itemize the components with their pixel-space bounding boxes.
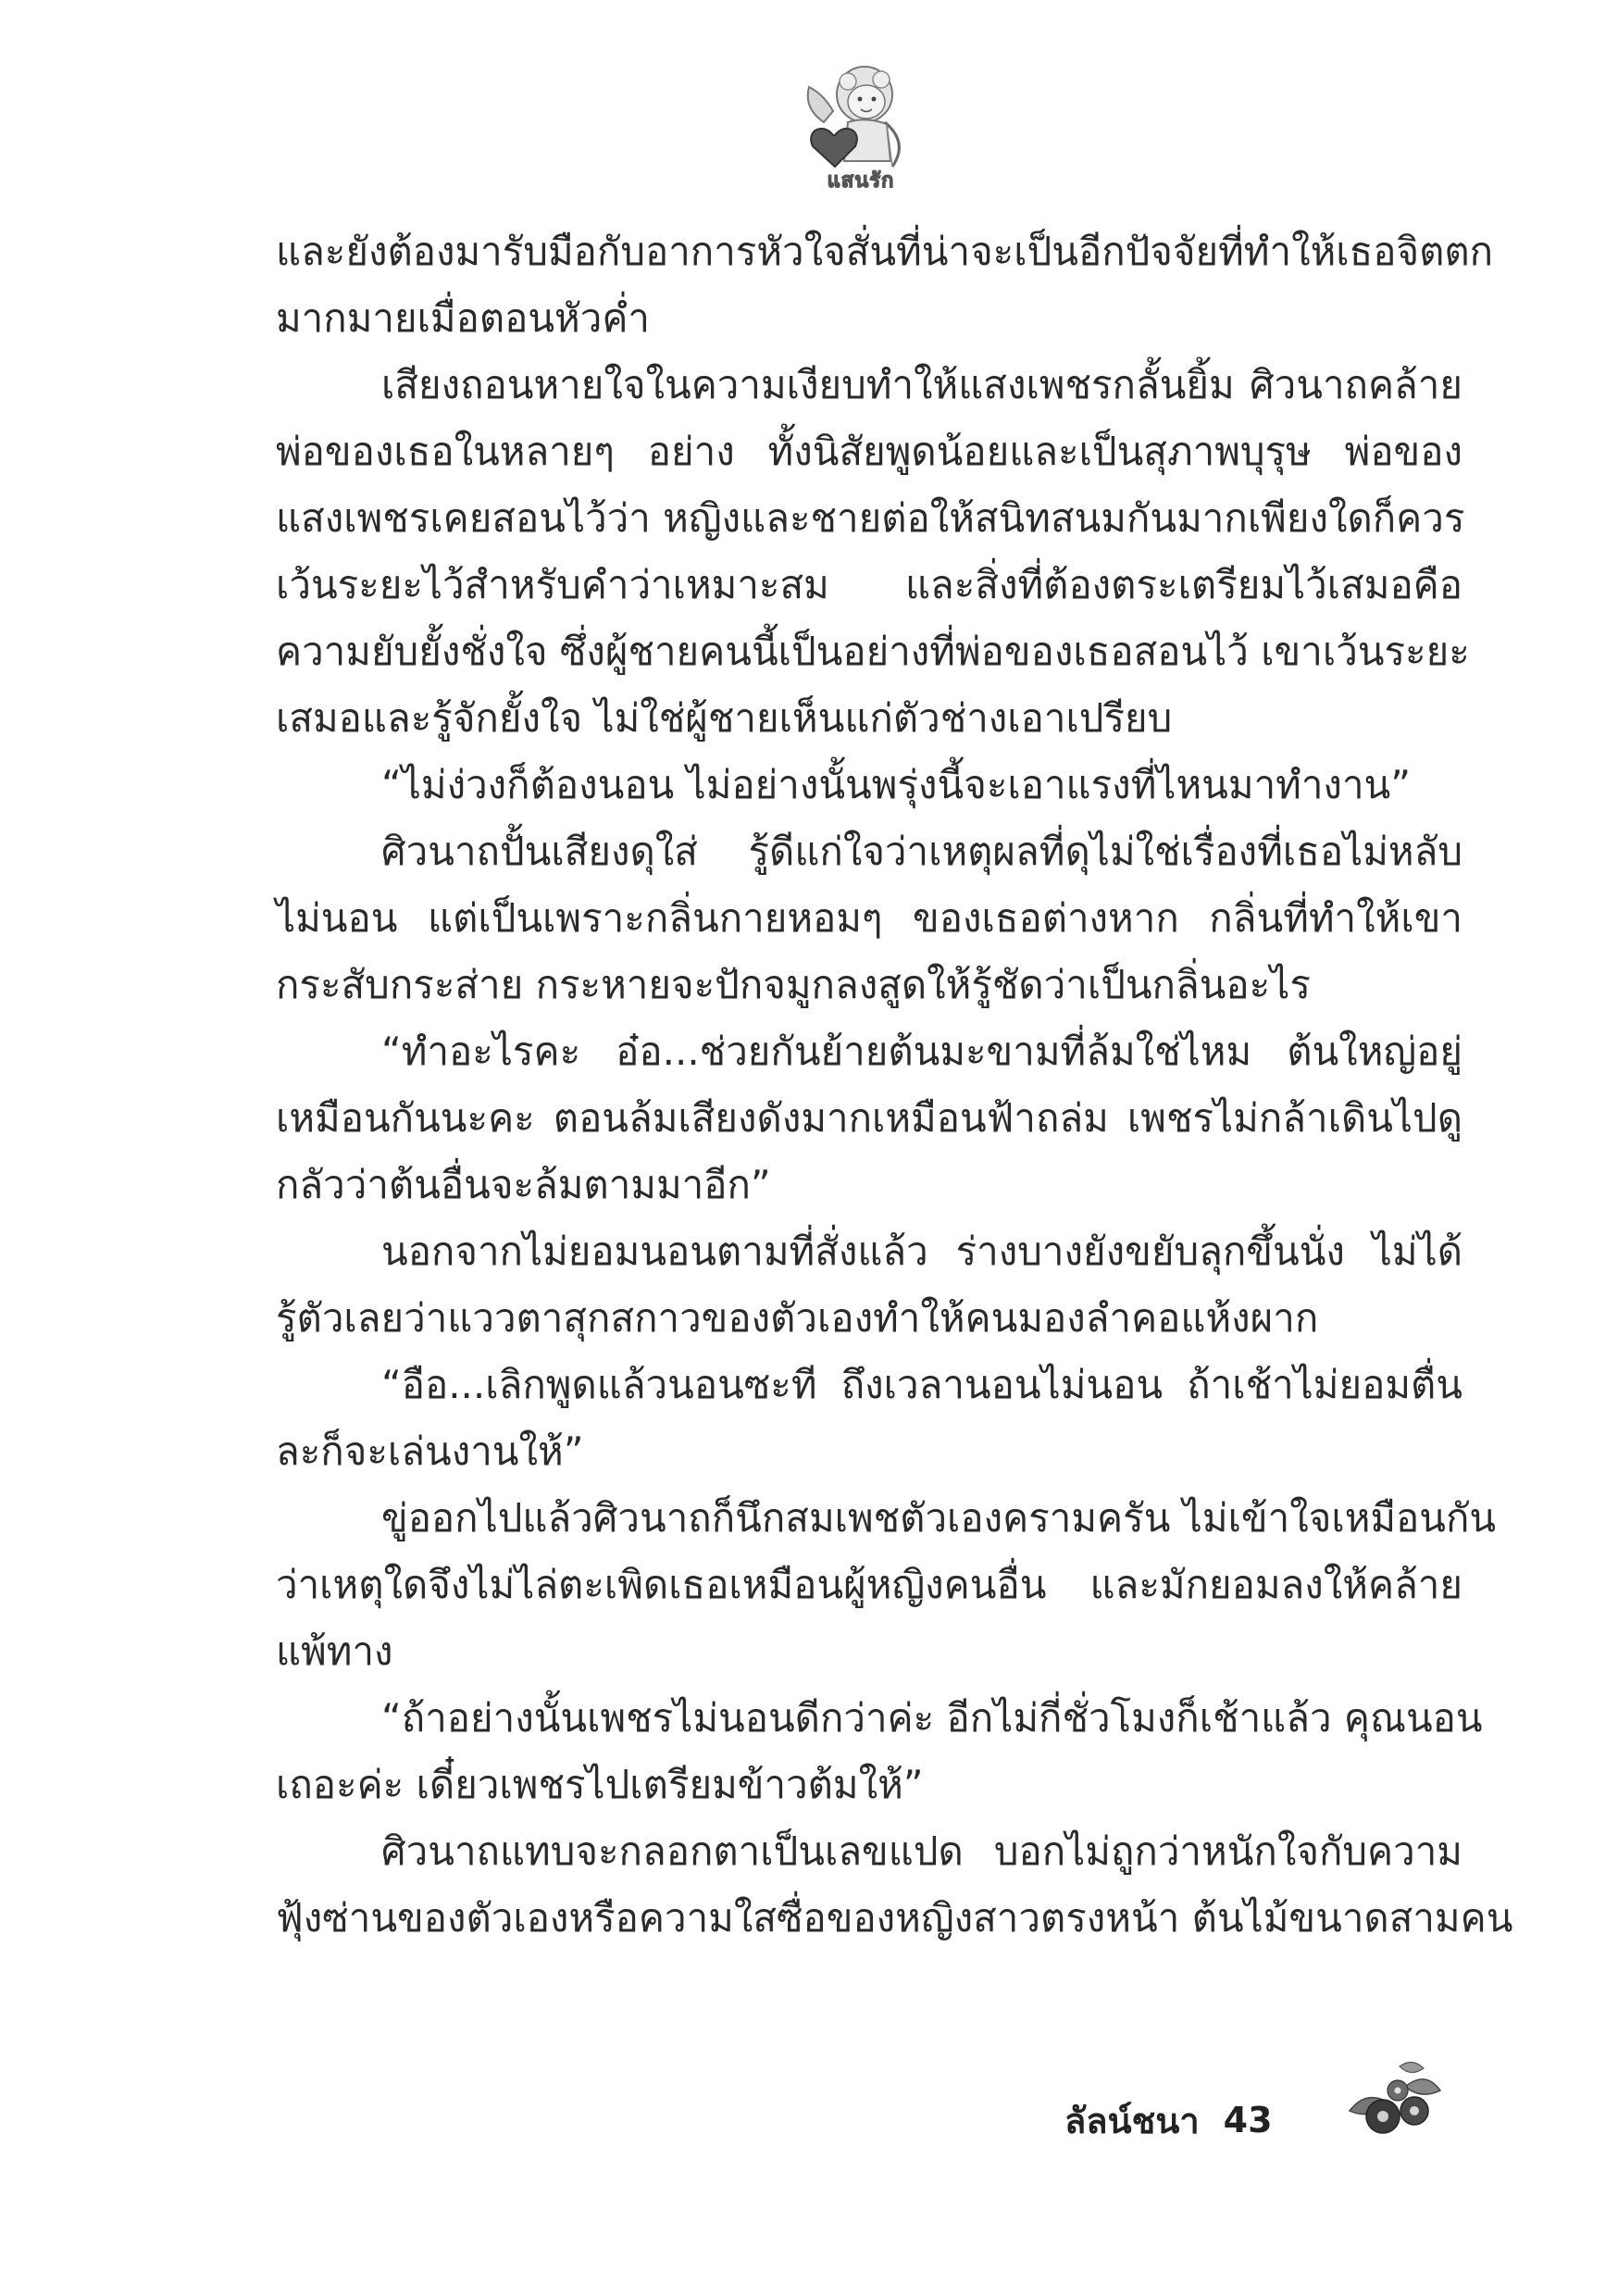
body-line: ละก็จะเล่นงานให้” (276, 1429, 584, 1474)
body-line: เสียงถอนหายใจในความเงียบทำให้แสงเพชรกลั้นยิ้ม ศิวนาถคล้าย (381, 362, 1462, 407)
body-line: เถอะค่ะ เดี๋ยวเพชรไปเตรียมข้าวต้มให้” (276, 1762, 924, 1807)
body-line: “ทำอะไรคะ อ๋อ...ช่วยกันย้ายต้นมะขามที่ล้มใช่ไหม ต้นใหญ่อยู่ (381, 1029, 1462, 1074)
cherub-heart-logo (796, 57, 926, 196)
body-line: และยังต้องมารับมือกับอาการหัวใจสั่นที่น่าจะเป็นอีกปัจจัยที่ทำให้เธอจิตตก (276, 229, 1494, 274)
body-line: เว้นระยะไว้สำหรับคำว่าเหมาะสม และสิ่งที่ต้องตระเตรียมไว้เสมอคือ (276, 562, 1462, 607)
body-line: นอกจากไม่ยอมนอนตามที่สั่งแล้ว ร่างบางยังขยับลุกขึ้นนั่ง ไม่ได้ (381, 1229, 1462, 1274)
body-line: กระสับกระส่าย กระหายจะปักจมูกลงสูดให้รู้ชัดว่าเป็นกลิ่นอะไร (276, 962, 1311, 1007)
body-line: เหมือนกันนะคะ ตอนล้มเสียงดังมากเหมือนฟ้าถล่ม เพชรไม่กล้าเดินไปดู (276, 1095, 1462, 1141)
body-line: ขู่ออกไปแล้วศิวนาถก็นึกสมเพชตัวเองครามครัน ไม่เข้าใจเหมือนกัน (381, 1495, 1497, 1541)
body-line: ศิวนาถแทบจะกลอกตาเป็นเลขแปด บอกไม่ถูกว่าหนักใจกับความ (381, 1828, 1462, 1874)
body-line: พ่อของเธอในหลายๆ อย่าง ทั้งนิสัยพูดน้อยและเป็นสุภาพบุรุษ พ่อของ (276, 429, 1462, 474)
body-line: ความยับยั้งชั่งใจ ซึ่งผู้ชายคนนี้เป็นอย่างที่พ่อของเธอสอนไว้ เขาเว้นระยะ (276, 629, 1470, 674)
body-line: แสงเพชรเคยสอนไว้ว่า หญิงและชายต่อให้สนิทสนมกันมากเพียงใดก็ควร (276, 495, 1465, 541)
body-line: กลัวว่าต้นอื่นจะล้มตามมาอีก” (276, 1162, 771, 1207)
body-line: มากมายเมื่อตอนหัวค่ำ (276, 295, 651, 341)
body-line: ฟุ้งซ่านของตัวเองหรือความใสซื่อของหญิงสาวตรงหน้า ต้นไม้ขนาดสามคน (276, 1895, 1513, 1940)
body-line: “ไม่ง่วงก็ต้องนอน ไม่อย่างนั้นพรุ่งนี้จะเอาแรงที่ไหนมาทำงาน” (381, 762, 1411, 807)
body-line: “อือ...เลิกพูดแล้วนอนซะที ถึงเวลานอนไม่นอน ถ้าเช้าไม่ยอมตื่น (381, 1362, 1462, 1407)
body-line: เสมอและรู้จักยั้งใจ ไม่ใช่ผู้ชายเห็นแก่ตัวช่างเอาเปรียบ (276, 695, 1173, 741)
body-line: ว่าเหตุใดจึงไม่ไล่ตะเพิดเธอเหมือนผู้หญิงคนอื่น และมักยอมลงให้คล้าย (276, 1562, 1462, 1607)
body-line: แพ้ทาง (276, 1628, 393, 1674)
body-line: “ถ้าอย่างนั้นเพชรไม่นอนดีกว่าค่ะ อีกไม่กี่ชั่วโมงก็เช้าแล้ว คุณนอน (381, 1695, 1483, 1741)
body-line: ไม่นอน แต่เป็นเพราะกลิ่นกายหอมๆ ของเธอต่างหาก กลิ่นที่ทำให้เขา (276, 895, 1462, 941)
logo-text: แสนรัก (827, 169, 895, 193)
flower-icon (1344, 2057, 1446, 2146)
page-footer (1064, 2083, 1273, 2157)
body-line: ศิวนาถปั้นเสียงดุใส่ รู้ดีแก่ใจว่าเหตุผลที่ดุไม่ใช่เรื่องที่เธอไม่หลับ (381, 829, 1462, 874)
book-title: ลัลน์ชนา (1064, 2100, 1200, 2141)
page-number: 43 (1223, 2100, 1273, 2140)
body-line: รู้ตัวเลยว่าแววตาสุกสกาวของตัวเองทำให้คนมองลำคอแห้งผาก (276, 1295, 1319, 1341)
